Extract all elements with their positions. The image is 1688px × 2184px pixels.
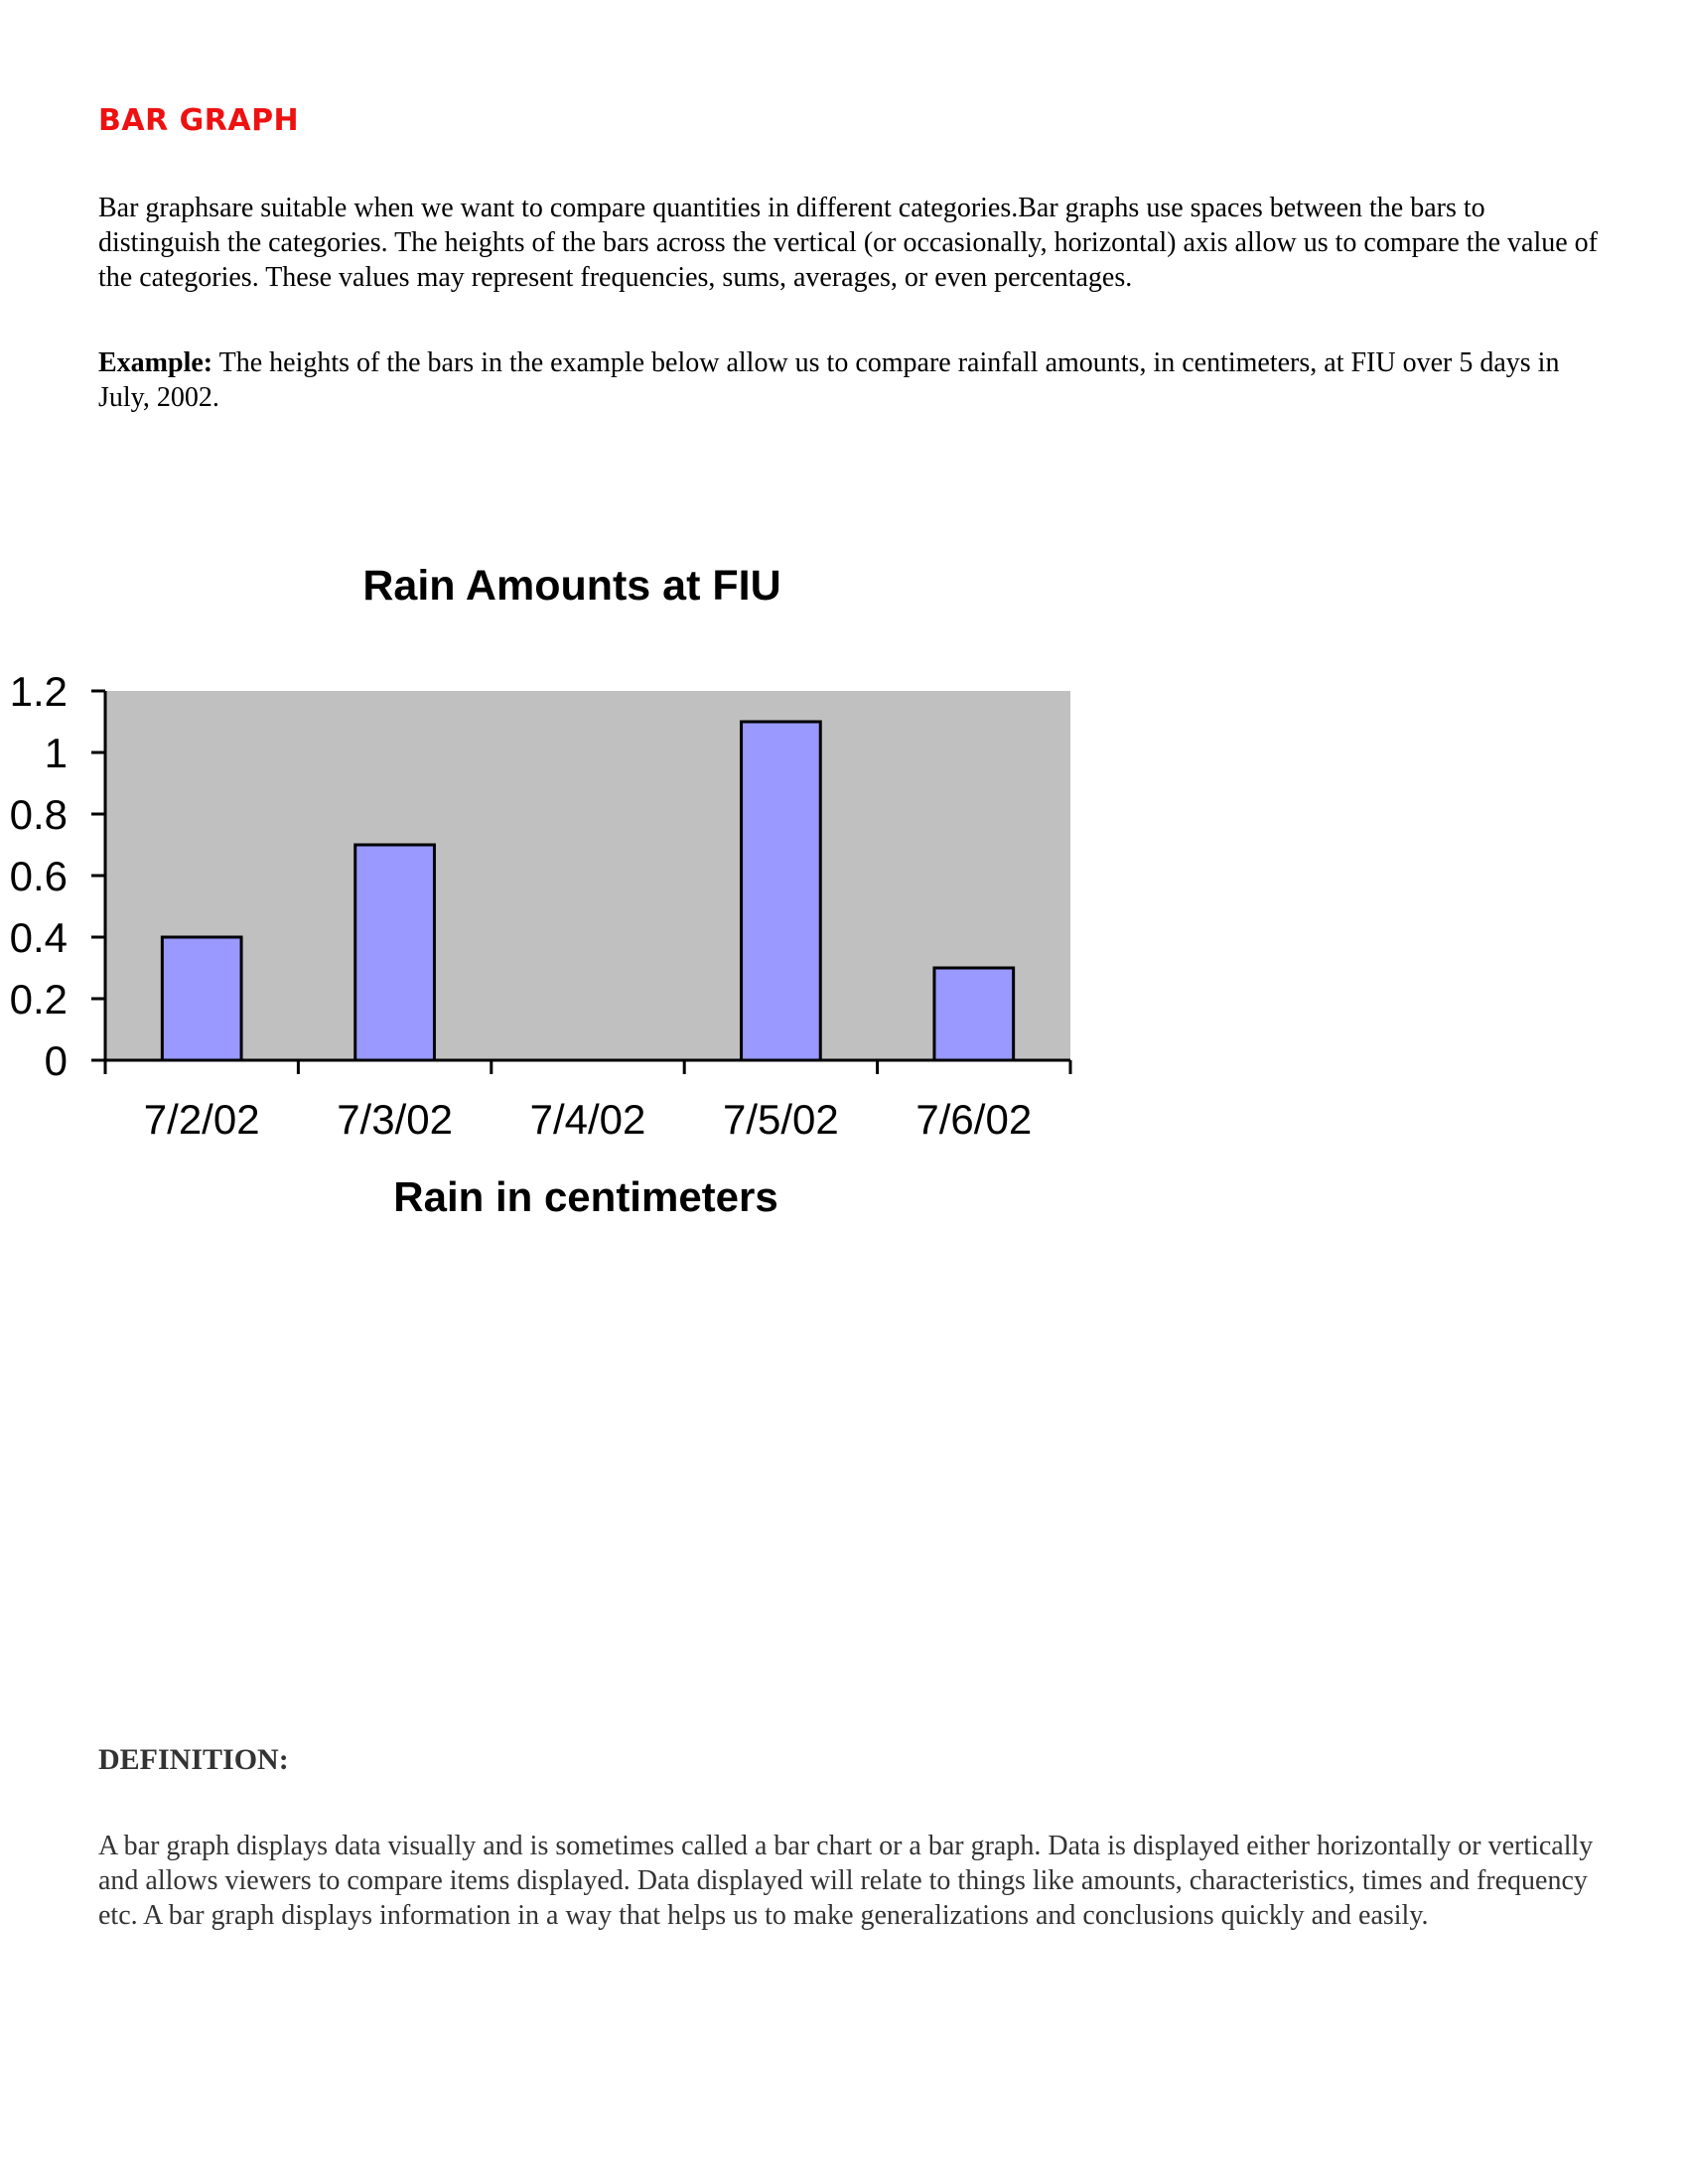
y-tick-label: 1.2 (9, 668, 68, 715)
y-tick-label: 0 (44, 1037, 68, 1084)
y-tick-label: 0.6 (9, 853, 68, 899)
example-label: Example: (98, 347, 213, 378)
definition-paragraph: A bar graph displays data visually and is sometimes called a bar chart or a bar graph. Data is displayed either horizontally or vertically and allows viewers to compare items displayed. Data displayed will relate to things like amounts, characteristics, times and frequency etc. A bar graph displays information in a way that helps us to make generalizations and conclusions quickly and easily. (98, 1831, 1594, 1931)
plot-area (105, 691, 1070, 1060)
x-tick-label: 7/6/02 (915, 1096, 1033, 1143)
x-tick-label: 7/3/02 (337, 1096, 453, 1143)
page-heading: BAR GRAPH (98, 103, 300, 138)
bar-7-2-02 (162, 937, 241, 1060)
y-tick-label: 0.8 (9, 791, 68, 838)
intro-paragraph: Bar graphsare suitable when we want to compare quantities in different categories.Bar graphs use spaces between the bars to distinguish the categories. The heights of the bars across the vertical (or occasionally, horizontal) axis allow us to compare the value of the categories. These values may represent frequencies, sums, averages, or even percentages. (98, 193, 1598, 293)
bar-7-5-02 (742, 722, 821, 1060)
x-tick-label: 7/4/02 (529, 1096, 646, 1143)
chart-title: Rain Amounts at FIU (362, 562, 781, 610)
bar-7-3-02 (355, 845, 435, 1060)
x-axis-title: Rain in centimeters (393, 1173, 778, 1220)
y-tick-label: 1 (44, 730, 68, 776)
y-tick-label: 0.2 (9, 976, 68, 1023)
example-paragraph (98, 345, 1608, 415)
definition-title: DEFINITION: (98, 1743, 289, 1776)
x-tick-label: 7/2/02 (143, 1096, 260, 1143)
rain-bar-chart (0, 655, 1092, 1251)
x-tick-label: 7/5/02 (723, 1096, 839, 1143)
example-text: The heights of the bars in the example below allow us to compare rainfall amounts, in centimeters, at FIU over 5 days in July, 2002. (98, 347, 1560, 413)
y-tick-label: 0.4 (9, 914, 68, 961)
bar-7-6-02 (934, 968, 1014, 1060)
